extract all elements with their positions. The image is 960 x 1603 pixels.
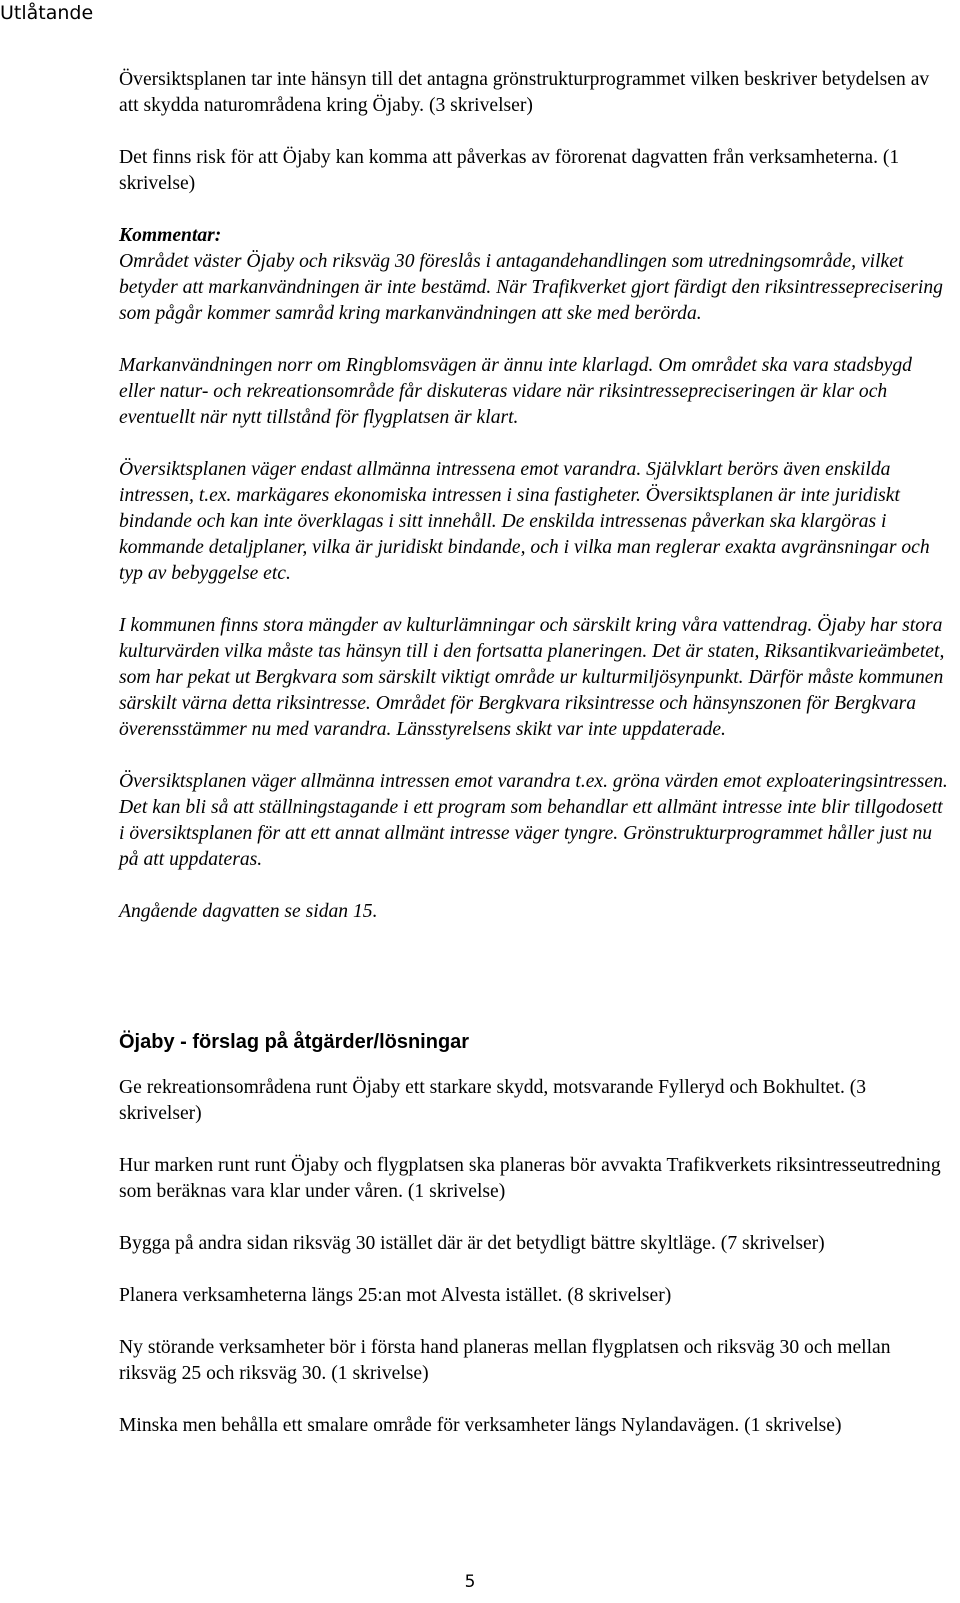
proposal-paragraph: Ny störande verksamheter bör i första hand planeras mellan flygplatsen och riksväg 30 och mellan riksväg 25 och riksväg 30. (1 skrivelse) <box>119 1337 891 1384</box>
page-number: 5 <box>464 1572 476 1592</box>
proposal-paragraph: Planera verksamheterna längs 25:an mot Alvesta istället. (8 skrivelser) <box>119 1285 672 1306</box>
remark-paragraph: Det finns risk för att Öjaby kan komma att påverkas av förorenat dagvatten från verksamheterna. (1 skrivelse) <box>119 147 900 194</box>
section-heading: Öjaby - förslag på åtgärder/lösningar <box>119 1031 470 1053</box>
section-remarks <box>119 67 949 925</box>
comment-paragraph: Området väster Öjaby och riksväg 30 föreslås i antagandehandlingen som utredningsområde, vilket betyder att markanvändningen är inte bestämd. När Trafikverket gjort färdigt den riksintresseprecisering som pågår kommer samråd kring markanvändningen att ske med berörda. <box>119 251 943 324</box>
comment-paragraph: Översiktsplanen väger endast allmänna intressena emot varandra. Självklart berörs även enskilda intressen, t.ex. markägares ekonomiska intressen i sina fastigheter. Översiktsplanen är inte juridiskt bindande och kan inte överklagas i sitt innehåll. De enskilda intressenas påverkan ska klargöras i kommande detaljplaner, vilka är juridiskt bindande, och i vilka man reglerar exakta avgränsningar och typ av bebyggelse etc. <box>119 459 930 584</box>
kommentar-label: Kommentar: <box>119 225 222 246</box>
proposal-paragraph: Bygga på andra sidan riksväg 30 istället där är det betydligt bättre skyltläge. (7 skrivelser) <box>119 1233 825 1254</box>
remark-paragraph: Översiktsplanen tar inte hänsyn till det antagna grönstrukturprogrammet vilken beskriver betydelsen av att skydda naturområdena kring Öjaby. (3 skrivelser) <box>119 69 930 116</box>
proposal-paragraph: Ge rekreationsområdena runt Öjaby ett starkare skydd, motsvarande Fylleryd och Bokhultet. (3 skrivelser) <box>119 1077 867 1124</box>
comment-paragraph: I kommunen finns stora mängder av kulturlämningar och särskilt kring våra vattendrag. Öjaby har stora kulturvärden vilka måste tas hänsyn till i den fortsatta planeringen. Det är staten, Riksantikvarieämbetet, som har pekat ut Bergkvara som särskilt viktigt område ur kulturmiljösynpunkt. Därför måste kommunen särskilt värna detta riksintresse. Området för Bergkvara riksintresse och hänsynszonen för Bergkvara överensstämmer nu med varandra. Länsstyrelsens skikt var inte uppdaterade. <box>119 615 945 740</box>
document-header: Utlåtande <box>0 2 94 24</box>
comment-paragraph: Angående dagvatten se sidan 15. <box>119 901 378 922</box>
comment-paragraph: Översiktsplanen väger allmänna intressen emot varandra t.ex. gröna värden emot exploateringsintressen. Det kan bli så att ställningstagande i ett program som behandlar ett allmänt intresse inte blir tillgodosett i översiktsplanen för att ett annat allmänt intresse väger tyngre. Grönstrukturprogrammet håller just nu på att uppdateras. <box>119 771 948 870</box>
section-proposals <box>119 1075 949 1465</box>
proposal-paragraph: Hur marken runt runt Öjaby och flygplatsen ska planeras bör avvakta Trafikverkets riksintresseutredning som beräknas vara klar under våren. (1 skrivelse) <box>119 1155 941 1202</box>
proposal-paragraph: Minska men behålla ett smalare område för verksamheter längs Nylandavägen. (1 skrivelse) <box>119 1415 842 1436</box>
comment-paragraph: Markanvändningen norr om Ringblomsvägen är ännu inte klarlagd. Om området ska vara stadsbygd eller natur- och rekreationsområde får diskuteras vidare när riksintressepreciseringen är klar och eventuellt när nytt tillstånd för flygplatsen är klart. <box>119 355 912 428</box>
